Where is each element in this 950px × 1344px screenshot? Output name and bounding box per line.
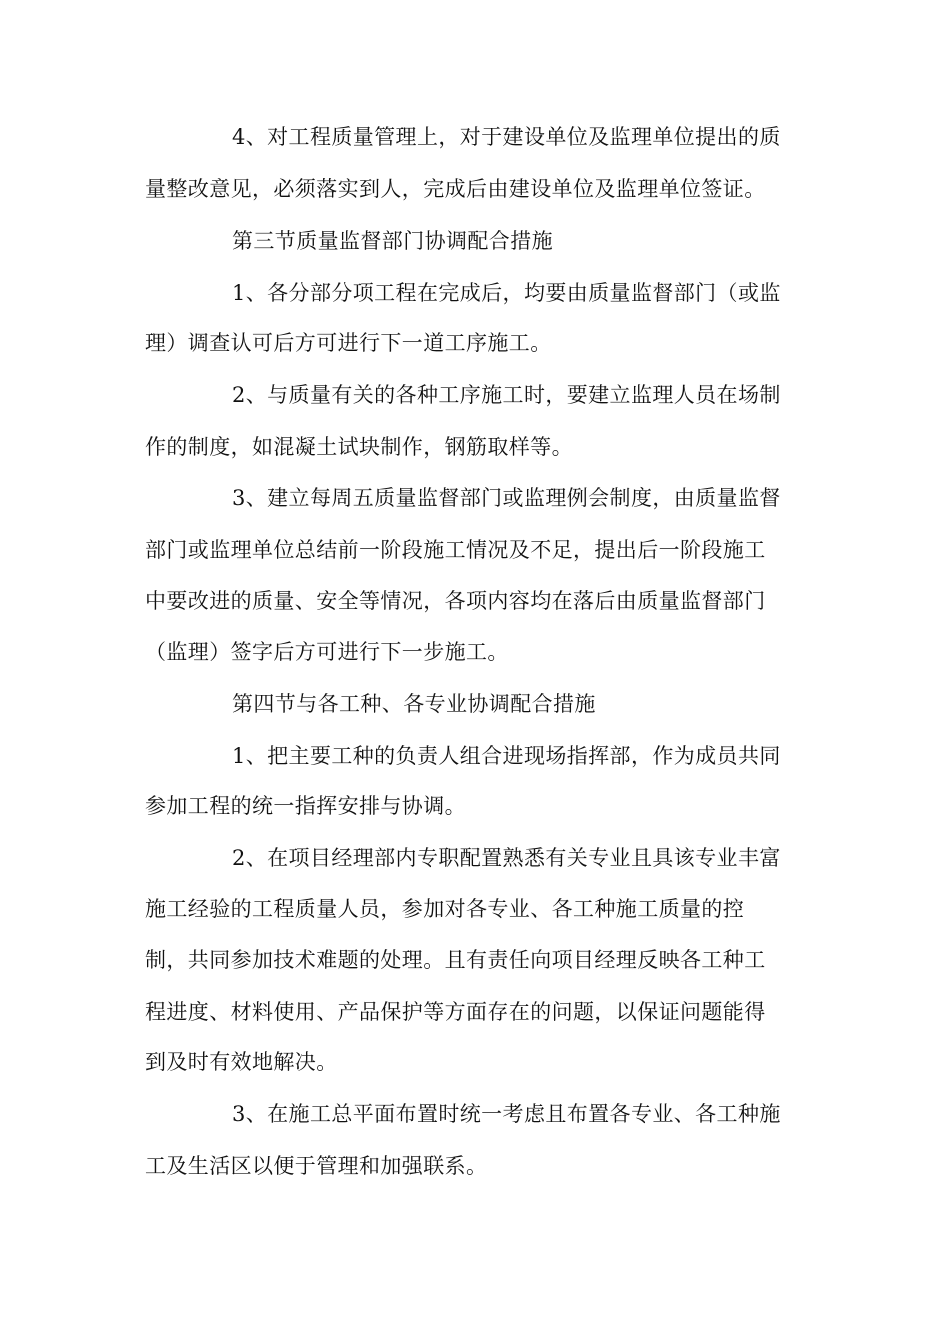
paragraph-s3-item-1-line-2: 理）调查认可后方可进行下一道工序施工。 — [145, 331, 552, 355]
paragraph-s4-item-2-line-5: 到及时有效地解决。 — [145, 1050, 338, 1074]
paragraph-s4-item-3-line-1: 3、在施工总平面布置时统一考虑且布置各专业、各工种施 — [232, 1102, 781, 1126]
paragraph-item-4-line-2: 量整改意见，必须落实到人，完成后由建设单位及监理单位签证。 — [145, 177, 766, 201]
paragraph-s3-item-2-line-2: 作的制度，如混凝土试块制作，钢筋取样等。 — [145, 435, 573, 459]
paragraph-s3-item-3-line-4: （监理）签字后方可进行下一步施工。 — [145, 640, 509, 664]
paragraph-item-4-line-1: 4、对工程质量管理上，对于建设单位及监理单位提出的质 — [232, 125, 781, 149]
section-heading-4: 第四节与各工种、各专业协调配合措施 — [232, 692, 596, 716]
paragraph-s3-item-1-line-1: 1、各分部分项工程在完成后，均要由质量监督部门（或监 — [232, 281, 781, 305]
paragraph-s3-item-3-line-2: 部门或监理单位总结前一阶段施工情况及不足，提出后一阶段施工 — [145, 538, 766, 562]
paragraph-s4-item-2-line-2: 施工经验的工程质量人员，参加对各专业、各工种施工质量的控 — [145, 897, 745, 921]
section-heading-3: 第三节质量监督部门协调配合措施 — [232, 229, 553, 253]
paragraph-s4-item-2-line-1: 2、在项目经理部内专职配置熟悉有关专业且具该专业丰富 — [232, 846, 781, 870]
paragraph-s3-item-2-line-1: 2、与质量有关的各种工序施工时，要建立监理人员在场制 — [232, 383, 781, 407]
paragraph-s3-item-3-line-1: 3、建立每周五质量监督部门或监理例会制度，由质量监督 — [232, 486, 781, 510]
paragraph-s3-item-3-line-3: 中要改进的质量、安全等情况，各项内容均在落后由质量监督部门 — [145, 589, 766, 613]
paragraph-s4-item-2-line-3: 制，共同参加技术难题的处理。且有责任向项目经理反映各工种工 — [145, 948, 766, 972]
paragraph-s4-item-3-line-2: 工及生活区以便于管理和加强联系。 — [145, 1154, 488, 1178]
paragraph-s4-item-1-line-2: 参加工程的统一指挥安排与协调。 — [145, 794, 466, 818]
paragraph-s4-item-1-line-1: 1、把主要工种的负责人组合进现场指挥部，作为成员共同 — [232, 744, 781, 768]
paragraph-s4-item-2-line-4: 程进度、材料使用、产品保护等方面存在的问题，以保证问题能得 — [145, 1000, 766, 1024]
